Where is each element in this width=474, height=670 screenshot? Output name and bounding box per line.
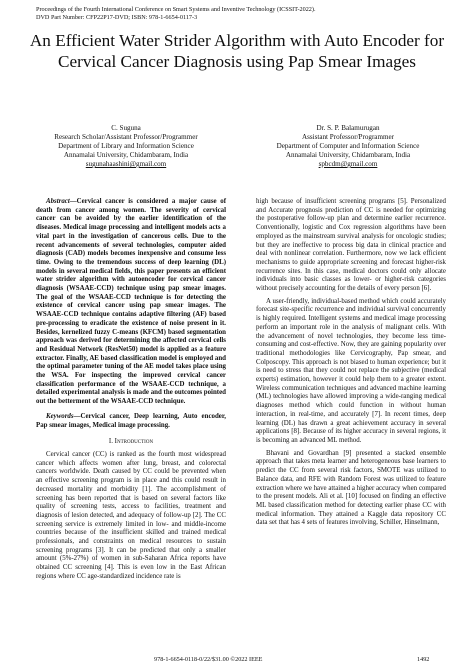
author-email-link[interactable]: spbcdm@gmail.com [318, 160, 378, 168]
author-name: C. Suguna [111, 124, 141, 132]
author-affiliation: Annamalai University, Chidambaram, India [63, 151, 189, 159]
header-line-1: Proceedings of the Fourth International Conference on Smart Systems and Inventive Technology (ICSSIT-2022). [36, 6, 316, 13]
author-department: Department of Library and Information Science [58, 142, 194, 150]
abstract-text: —Cervical cancer is considered a major cause of death from cancer among women. The severity of cervical cancer can be avoided by the earlier identification of the diseases. Medical image processing and intelligent models acts a vital part in the investigation of cancerous cells. Due to the recent advancements of several technologies, computer aided diagnosis (CAD) models becomes inexpensive and consume less time. Owing to the tremendous success of deep learning (DL) models in several medical fields, this paper presents an efficient water strider algorithm with autoencoder for cervical cancer diagnosis (WSAAE-CCD) technique using pap smear images. The goal of the WSAAE-CCD technique is for detecting the existence of cervical cancer using pap smear images. The WSAAE-CCD technique contains adaptive filtering (AF) based pre-processing to eradicate the existence of noise present in it. Besides, kernelized fuzzy C-means (KFCM) based segmentation approach was derived for determining the affected cervical cells and Residual Network (ResNet50) model is applied as a feature extractor. Finally, AE based classification model is employed and the optimal parameter tuning of the AE model takes place using the WSA. For inspecting the improved cervical cancer classification performance of the WSAAE-CCD technique, a detailed experimental analysis is made and the outcomes pointed out the betterment of the WSAAE-CCD technique. [36, 198, 227, 406]
body-paragraph: Bhavani and Govardhan [9] presented a stacked ensemble approach that takes meta learner and heterogeneous base learners to predict the CC from several risk factors, SMOTE was utilized to Balance data, and RFE with Random Forest was utilized to feature extraction where we have attained a higher accuracy when compared to the present models. Ali et al. [10] focused on finding an effective ML based classification method for detecting earlier phase CC with medical information. They attained a Kaggle data repository CC data set that has 4 sets of features involving, Schiller, Hinselmann, [256, 449, 446, 527]
section-heading-introduction: I. Introduction [108, 438, 154, 446]
author-email-link[interactable]: sugunahaashini@gmail.com [85, 160, 167, 168]
author-role: Research Scholar/Assistant Professor/Programmer [54, 133, 198, 141]
abstract-lead: Abstract [46, 198, 70, 205]
author-department: Department of Computer and Information Science [276, 142, 420, 150]
intro-paragraph: Cervical cancer (CC) is ranked as the fourth most widespread cancer which affects women after lung, breast, and colorectal cancers worldwide. Death caused by CC could be prevented when an effective screening program is in place and this could result in decreased mortality and morbidity [1]. The accomplishment of screening has been reported that is based on several factors like quality of screening tests, access to facilities, treatment and diagnosis of lesion detected, and adequacy of follow-up [2]. The CC screening service is extremely limited in low- and middle-income countries because of the insufficient skilled and trained medical professionals, and constraints on medical resources to sustain screening programs [3]. It can be predicted that only a smaller amount (5%-27%) of women in sub-Saharan Africa reports have obtained CC screening [4]. This is even low in the East African regions where CC age-standardized incidence rate is [36, 450, 226, 580]
author-role: Assistant Professor/Programmer [301, 133, 394, 141]
header-line-2: DVD Part Number: CFP22P17-DVD; ISBN: 978-1-6654-0117-3 [36, 14, 198, 21]
keywords [36, 413, 226, 430]
right-column [256, 198, 446, 532]
body-paragraph: A user-friendly, individual-based method which could accurately forecast site-specific recurrence and individual survival concurrently is highly required. Intelligent systems and medical image processing perform an important role in the analysis of malignant cells. With the advancement of novel technologies, they become less time-consuming and cost-effective. Now, they are gaining popularity over traditional methodologies like Cervicography, Pap smear, and Colposcopy. This approach is not biased to human experience; but it is need to stress that they could not replace the subjective (medical experts) estimation, however it could help them to a greater extent. Wireless communication techniques and advanced machine learning (ML) technologies have allowed improving a wide-ranging medical diagnoses method which could function in without human interaction, in real-time, and accurately [7]. In recent times, deep learning (DL) has drawn a great achievement accuracy in several applications [8]. Because of its higher accuracy in several regions, it is becoming an advanced ML method. [256, 297, 446, 444]
page-number: 1492 [417, 656, 430, 663]
keywords-text: —Cervical cancer, Deep learning, Auto encoder, Pap smear images, Medical image processing. [36, 412, 226, 429]
author-block-2 [250, 124, 446, 169]
author-affiliation: Annamalai University, Chidambaram, India [285, 151, 411, 159]
footer-copyright: 978-1-6654-0118-0/22/$31.00 ©2022 IEEE [154, 656, 263, 663]
abstract [36, 198, 226, 407]
body-paragraph: high because of insufficient screening programs [5]. Personalized and Accurate prognosis prediction of CC is needed for optimizing the postoperative follow-up plan and determine earlier recurrence. Conventionally, logistic and Cox regression algorithms have been employed as the mainstream survival analysis for oncologic studies; but they are ineffective to process big data in clinical practice and deal with nonlinear correlation. Furthermore, now we lack efficient mechanisms to guide appropriate screening and forecast higher-risk recurrence sites. In this case, medical doctors could only allocate individuals into basic classes as lower- or higher-risk categories without precisely accounting for the details of every person [6]. [256, 198, 446, 293]
left-column [36, 198, 226, 586]
keywords-lead: Keywords [46, 412, 74, 420]
proceedings-header [36, 6, 436, 22]
author-block-1 [28, 124, 224, 169]
paper-title: An Efficient Water Strider Algorithm with Auto Encoder for Cervical Cancer Diagnosis using Pap Smear Images [29, 31, 445, 71]
author-name: Dr. S. P. Balamurugan [316, 124, 380, 132]
